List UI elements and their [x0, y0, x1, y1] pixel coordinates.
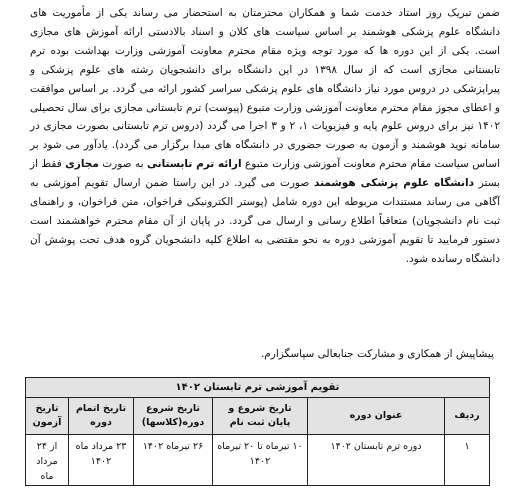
letter-body-paragraph: [30, 4, 500, 269]
header-course-title: عنوان دوره: [308, 398, 445, 435]
body-text-part-1: ضمن تبریک روز استاد خدمت شما و همکاران محترمتان به استحضار می رساند یکی از مأموریت های دانشگاه علوم پزشکی هوشمند بر اساس سیاست های کلان و اسناد بالادستی ارائه آموزش های مجازی است. یکی از این دوره ها که مورد توجه ویژه مقام محترم معاونت آموزشی وزارت بهداشت بوده ترم تابستانی مجازی است که از سال ۱۳۹۸ در این دانشگاه برای دانشجویان رشته های علوم پزشکی و پیراپزشکی در دروس مورد نیاز دانشگاه های علوم پزشکی سراسر کشور ارائه می گردد. بر اساس موافقت و اعطای مجوز مقام محترم معاونت آموزشی وزارت متبوع (پیوست) ترم تابستانی مجازی برای سال تحصیلی ۱۴۰۲ نیز برای دروس علوم پایه و فیزیوپات ۱، ۲ و ۳ اجرا می گردد (دروس ترم تابستانی بصورت مجازی در سامانه نوید هوشمند و آزمون به صورت حضوری در دانشگاه های مبدا برگزار می گردد). یادآور می شود بر اساس سیاست مقام محترم معاونت آموزشی وزارت متبوع: [30, 7, 501, 171]
body-bold-virtual: مجازی: [65, 158, 99, 171]
cell-class-start-date: ۲۶ تیرماه ۱۴۰۲: [134, 435, 213, 486]
table-title: تقویم آموزشی ترم تابستان ۱۴۰۲: [26, 378, 490, 398]
body-text-part-2: به صورت: [98, 158, 148, 171]
body-bold-university-name: دانشگاه علوم پزشکی هوشمند: [314, 177, 474, 190]
header-registration-dates: تاریخ شروع و پایان ثبت نام: [213, 398, 308, 435]
cell-exam-date: از ۲۴ مرداد ماه: [26, 435, 69, 486]
summer-term-schedule-table: [25, 377, 490, 486]
table-header-row: [26, 398, 490, 435]
cell-course-title: دوره ترم تابستان ۱۴۰۲: [308, 435, 445, 486]
header-exam-date: تاریخ آزمون: [26, 398, 69, 435]
table-row: [26, 435, 490, 486]
header-class-start-date: تاریخ شروع دوره(کلاسها): [134, 398, 213, 435]
body-bold-summer-term: ارائه ترم تابستانی: [147, 158, 242, 171]
body-text-part-4: صورت می گیرد. در این راستا ضمن ارسال تقویم آموزشی به آگاهی می رساند مستندات مربوطه این دوره شامل (پوستر الکترونیکی فراخوان، متن فراخوان، و راهنمای ثبت نام دانشجویان) متعاقباً اطلاع رسانی و ارسال می گردد. در پایان از آن مقام محترم خواهشمند است دستور فرمایید تا تقویم آموزشی دوره به نحو مقتضی به اطلاع کلیه دانشجویان گروه هدف تحت پوشش آن دانشگاه رسانده شود.: [30, 177, 500, 265]
cell-row-number: ۱: [445, 435, 490, 486]
body-text-part-3: فقط از بستر: [30, 158, 500, 190]
cell-course-end-date: ۲۳ مرداد ماه ۱۴۰۲: [69, 435, 134, 486]
closing-line: پیشاپیش از همکاری و مشارکت جنابعالی سپاسگزارم.: [260, 348, 494, 360]
table-title-row: [26, 378, 490, 398]
cell-registration-dates: ۱۰ تیرماه تا ۲۰ تیرماه ۱۴۰۲: [213, 435, 308, 486]
header-course-end-date: تاریخ اتمام دوره: [69, 398, 134, 435]
header-row-number: ردیف: [445, 398, 490, 435]
